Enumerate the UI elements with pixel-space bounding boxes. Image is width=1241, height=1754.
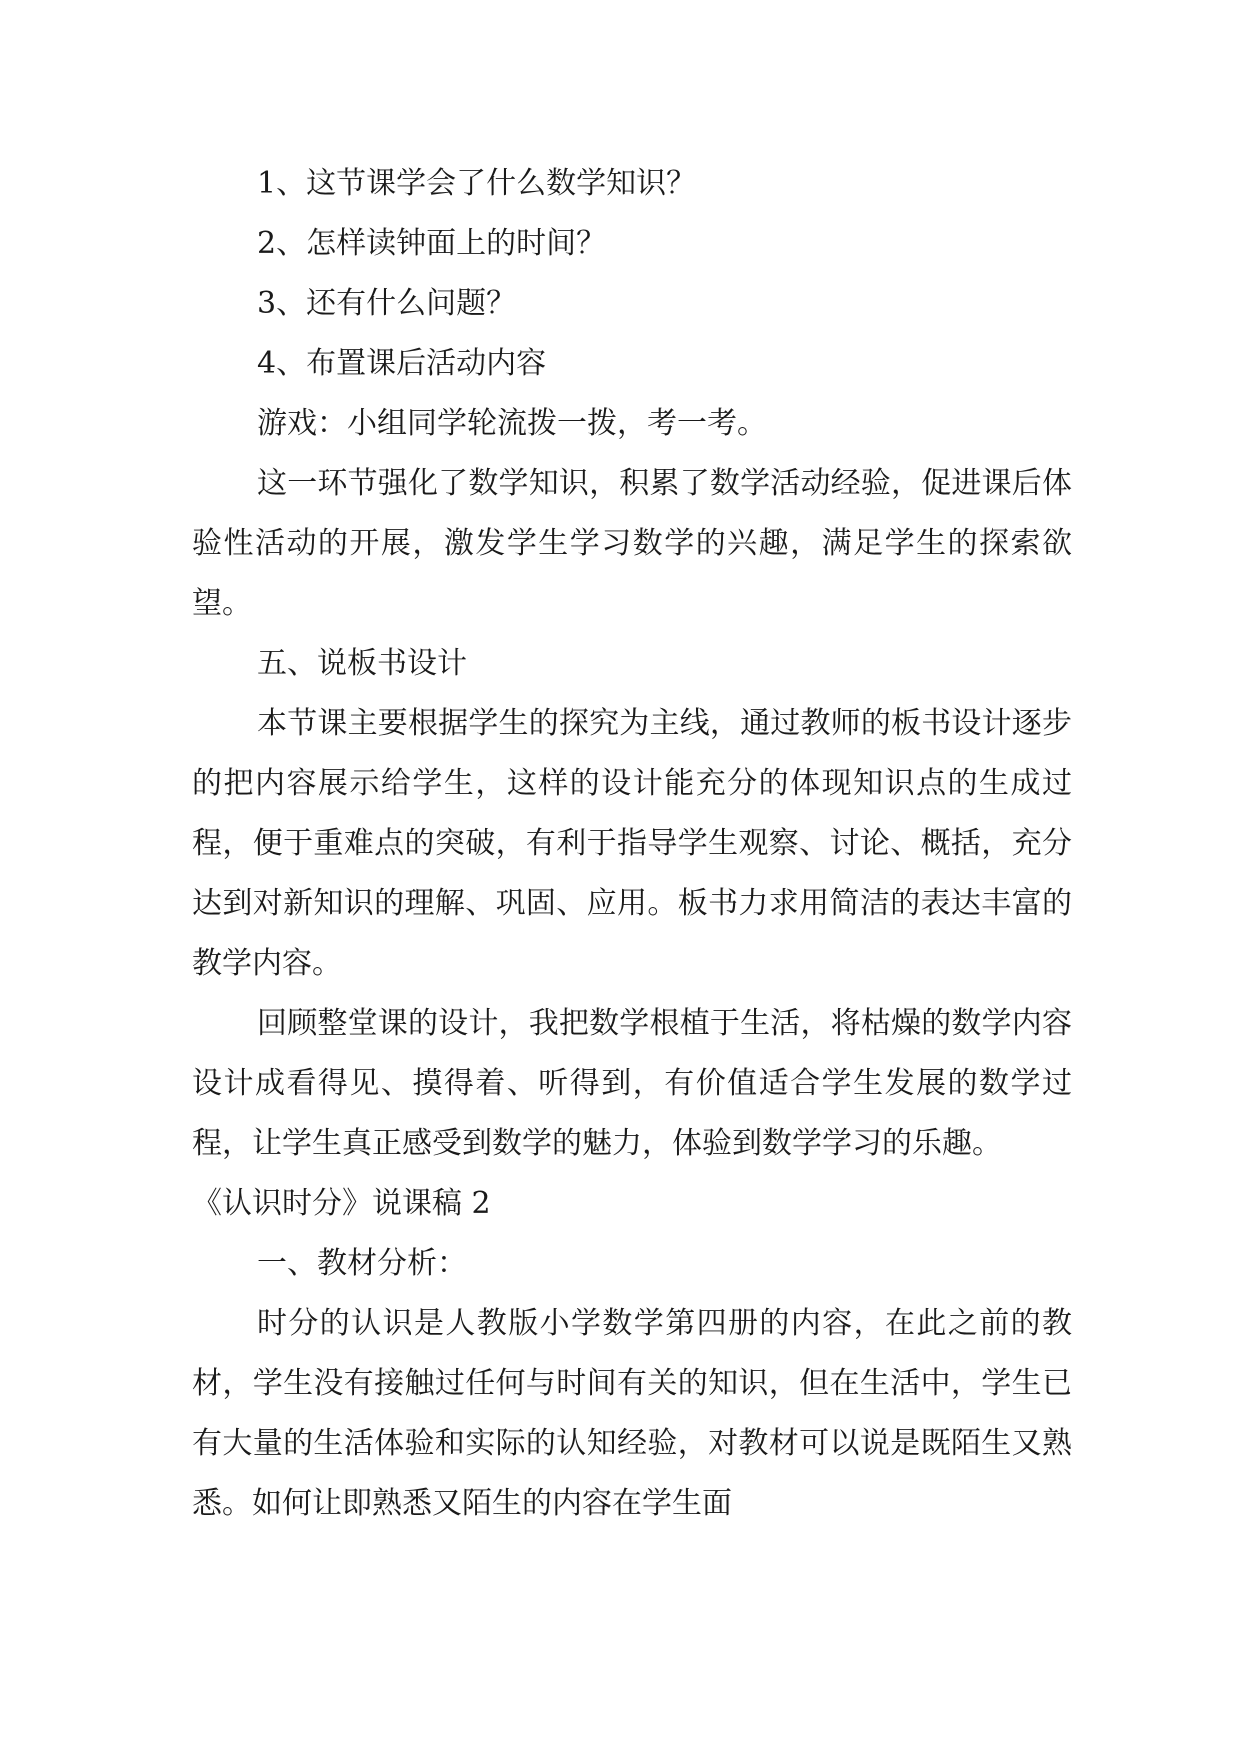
paragraph-board-design: 本节课主要根据学生的探究为主线，通过教师的板书设计逐步的把内容展示给学生，这样的设计能充分的体现知识点的生成过程，便于重难点的突破，有利于指导学生观察、讨论、概括，充分达到对新知识的理解、巩固、应用。板书力求用简洁的表达丰富的教学内容。 [192,706,1072,981]
section-heading-board-design: 五、说板书设计 [257,646,467,681]
section-heading-material-analysis: 一、教材分析： [257,1246,467,1281]
document-body [192,154,1072,1534]
paragraph-question-2: 2、怎样读钟面上的时间？ [257,226,607,261]
paragraph-question-4: 4、布置课后活动内容 [257,346,547,381]
paragraph-review: 回顾整堂课的设计，我把数学根植于生活，将枯燥的数学内容设计成看得见、摸得着、听得到，有价值适合学生发展的数学过程，让学生真正感受到数学的魅力，体验到数学学习的乐趣。 [192,1006,1072,1161]
paragraph-material-analysis: 时分的认识是人教版小学数学第四册的内容，在此之前的教材，学生没有接触过任何与时间有关的知识，但在生活中，学生已有大量的生活体验和实际的认知经验，对教材可以说是既陌生又熟悉。如何让即熟悉又陌生的内容在学生面 [192,1306,1072,1521]
paragraph-question-1: 1、这节课学会了什么数学知识？ [257,166,697,201]
paragraph-summary: 这一环节强化了数学知识，积累了数学活动经验，促进课后体验性活动的开展，激发学生学习数学的兴趣，满足学生的探索欲望。 [192,466,1072,621]
paragraph-question-3: 3、还有什么问题？ [257,286,517,321]
document-title-2: 《认识时分》说课稿 2 [192,1186,491,1221]
paragraph-game: 游戏：小组同学轮流拨一拨，考一考。 [257,406,767,441]
